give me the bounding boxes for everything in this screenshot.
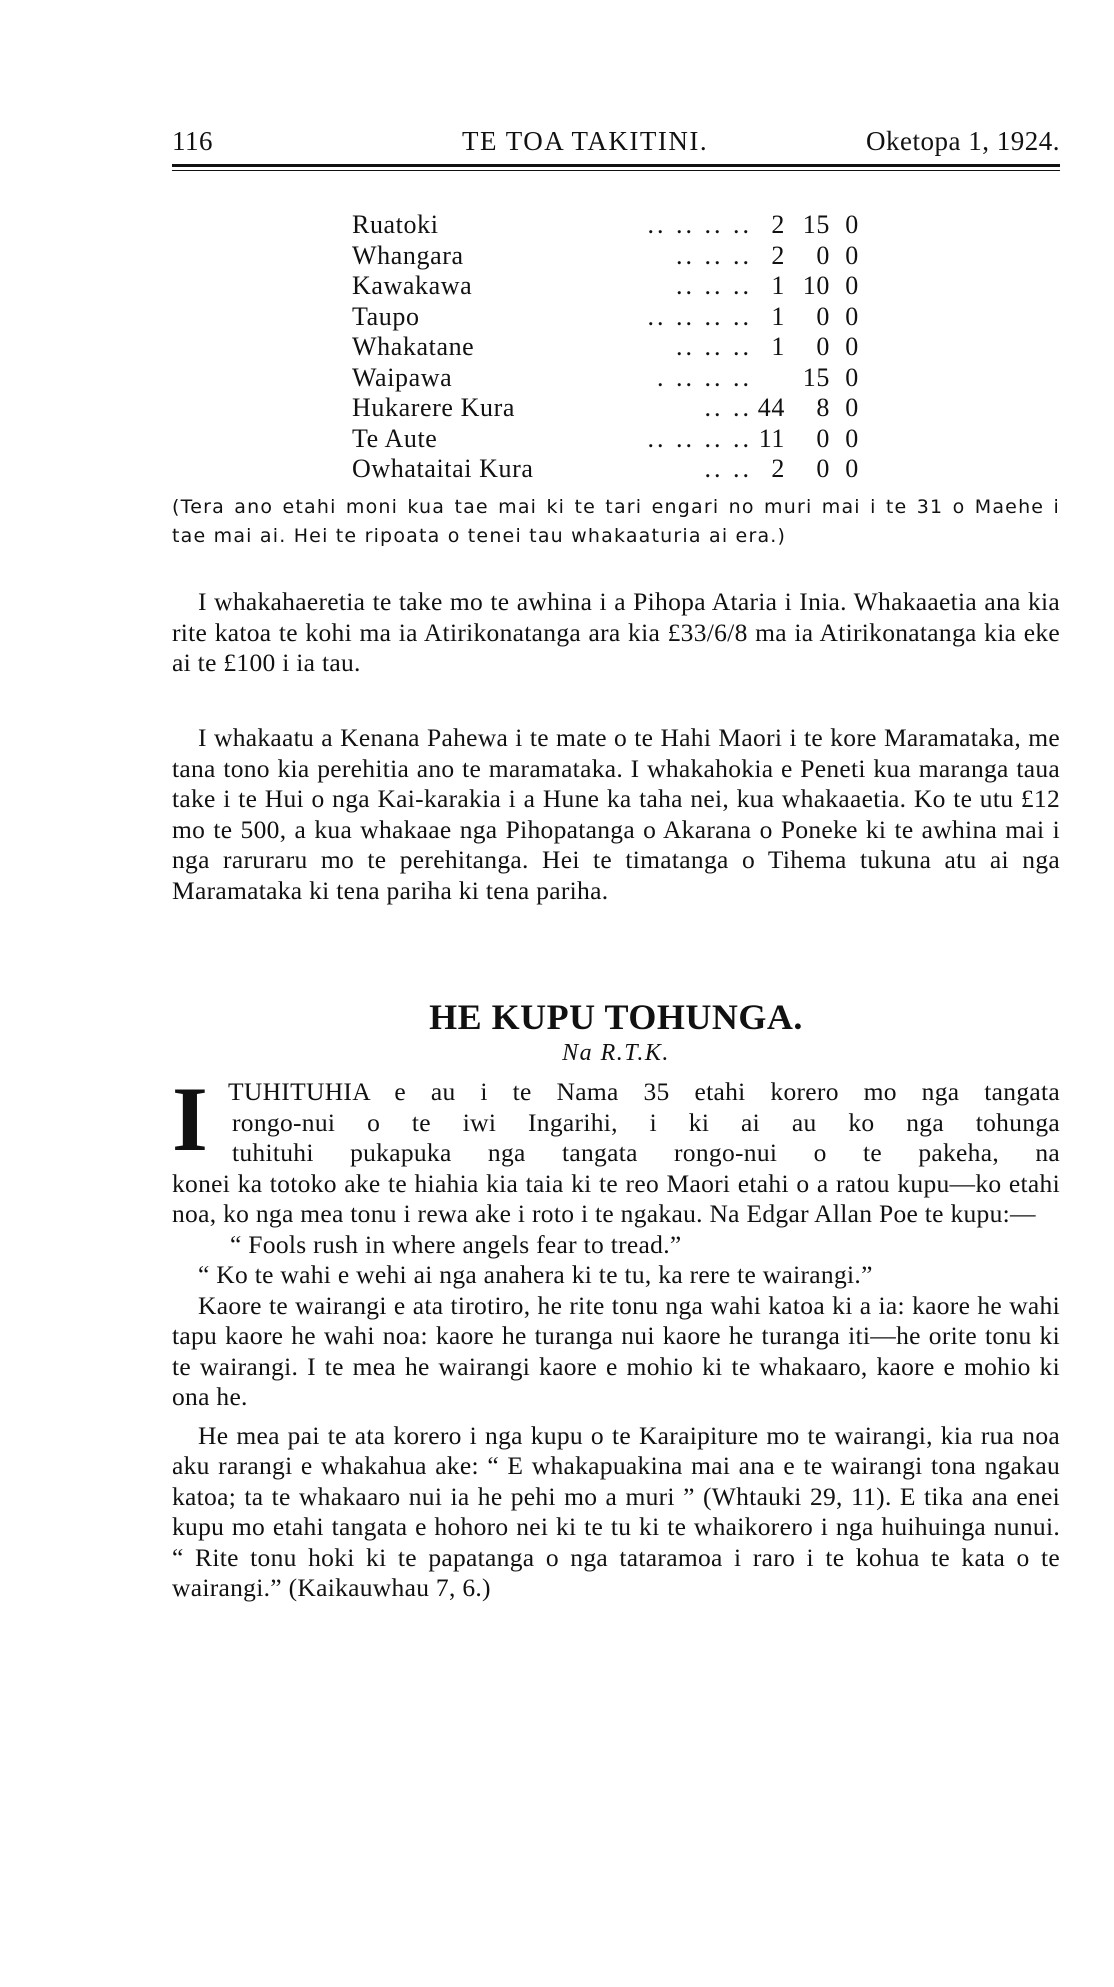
leader-dots: .. ..	[704, 454, 752, 483]
place-name: Waipawa	[352, 362, 453, 392]
table-row	[352, 362, 859, 394]
amount-pence: 0	[845, 301, 859, 331]
amount-pounds: 1	[771, 332, 785, 361]
header-rule-thick	[172, 164, 1060, 167]
quote-maori: “ Ko te wahi e wehi ai nga anahera ki te tu, ka rere te wairangi.”	[198, 1260, 873, 1289]
opening-lines	[172, 1068, 1060, 1170]
body-paragraph	[172, 723, 1060, 906]
amount-pounds: 2	[771, 454, 785, 483]
table-row	[352, 301, 859, 333]
amount-pounds: 1	[771, 271, 785, 300]
opening-line: tuhituhi pukapuka nga tangata rongo-nui o te pakeha, na	[232, 1138, 1060, 1167]
body-paragraph	[172, 587, 1060, 679]
leader-dots: . .. .. ..	[657, 362, 752, 392]
paragraph-text: I whakahaeretia te take mo te awhina i a Pihopa Ataria i Inia. Whakaaetia ana kia rite katoa te kohi ma ia Atirikonatanga ara kia £33/6/8 ma ia Atirikonatanga kia eke ai te £100 i ia tau.	[172, 587, 1060, 677]
table-row	[352, 423, 859, 455]
amount-shillings: 0	[816, 240, 830, 270]
amount-shillings: 0	[816, 454, 830, 483]
place-name: Whakatane	[352, 332, 475, 361]
amount-shillings: 15	[802, 362, 830, 392]
table-row	[352, 332, 859, 363]
amount-pounds: 11	[758, 423, 785, 453]
amount-pence: 0	[845, 271, 859, 300]
article-paragraph: He mea pai te ata korero i nga kupu o te Karaipiture mo te wairangi, kia rua noa aku rarangi e whakahua ake: “ E whakapuakina mai ana e te wairangi tona ngakau katoa; ta te whakaaro nui ia he pehi mo a muri ” (Whtauki 29, 11). E tika ana enei kupu mo etahi tangata e hohoro nei ki te tu ki te whaikorero i nga huihuinga nunui. “ Rite tonu hoki ki te papatanga o nga tataramoa i raro i te kohua te kata o te wairangi.” (Kaikauwhau 7, 6.)	[172, 1420, 1060, 1602]
place-name: Taupo	[352, 301, 420, 331]
article-byline: Na R.T.K.	[562, 1040, 670, 1066]
contributions-table	[352, 210, 859, 485]
page-number: 116	[172, 126, 213, 156]
place-name: Te Aute	[352, 423, 438, 453]
amount-pence: 0	[845, 332, 859, 361]
amount-pounds: 2	[771, 240, 785, 270]
publication-title: TE TOA TAKITINI.	[462, 126, 709, 156]
amount-pence: 0	[845, 454, 859, 483]
drop-cap: I	[172, 1068, 209, 1170]
article-paragraph: konei ka totoko ake te hiahia kia taia ki te reo Maori etahi o a ratou kupu—ko etahi noa, ko nga mea tonu i rewa ake i roto i te ngakau. Na Edgar Allan Poe te kupu:—	[172, 1168, 1060, 1228]
amount-pence: 0	[845, 393, 859, 422]
table-row	[352, 454, 859, 485]
amount-shillings: 0	[816, 301, 830, 331]
leader-dots: .. .. ..	[676, 240, 752, 270]
amount-shillings: 8	[816, 393, 830, 422]
article-heading: HE KUPU TOHUNGA.	[429, 997, 803, 1037]
opening-line: rongo-nui o te iwi Ingarihi, i ki ai au ko nga tohunga	[232, 1107, 1060, 1137]
leader-dots: .. ..	[704, 393, 752, 422]
amount-shillings: 0	[816, 332, 830, 361]
table-row	[352, 393, 859, 424]
paragraph-text: I whakaatu a Kenana Pahewa i te mate o te Hahi Maori i te kore Maramataka, me tana tono kia perehitia ano te maramataka. I whakahokia e Peneti kua maranga taua take i te Hui o nga Kai-karakia i a Hune ka taha nei, kua whakaaetia. Ko te utu £12 mo te 500, a kua whakaae nga Pihopatanga o Akarana o Poneke ki te awhina mai i nga raruraru mo te perehitanga. Hei te timatanga o Tihema tukuna atu ai nga Maramataka ki tena pariha ki tena pariha.	[172, 723, 1060, 905]
amount-pounds: 1	[771, 301, 785, 331]
leader-dots: .. .. .. ..	[647, 301, 752, 331]
page-header	[172, 126, 1060, 160]
place-name: Hukarere Kura	[352, 393, 515, 422]
article-body	[172, 1068, 1060, 1604]
table-row	[352, 271, 859, 302]
table-row	[352, 240, 859, 272]
place-name: Ruatoki	[352, 210, 439, 239]
place-name: Whangara	[352, 240, 464, 270]
leader-dots: .. .. .. ..	[647, 423, 752, 453]
amount-pence: 0	[845, 240, 859, 270]
amount-shillings: 15	[802, 210, 830, 239]
leader-dots: .. .. ..	[676, 271, 752, 300]
article-paragraph: Kaore te wairangi e ata tirotiro, he rite tonu nga wahi katoa ki a ia: kaore he wahi tapu kaore he wahi noa: kaore he turanga nui kaore he turanga iti—he orite tonu ki te wairangi. I te mea he wairangi kaore e mohio ki te whakaaro, kaore e mohio ki ona he.	[172, 1290, 1060, 1411]
opening-line: TUHITUHIA e au i te Nama 35 etahi korero mo nga tangata	[228, 1077, 1060, 1106]
contributions-note: (Tera ano etahi moni kua tae mai ki te tari engari no muri mai i te 31 o Maehe i tae mai ai. Hei te ripoata o tenei tau whakaaturia ai era.)	[172, 496, 1060, 547]
table-row	[352, 210, 859, 241]
amount-pounds: 2	[771, 210, 785, 239]
header-rule-thin	[172, 170, 1060, 171]
amount-pence: 0	[845, 210, 859, 239]
leader-dots: .. .. ..	[676, 332, 752, 361]
leader-dots: .. .. .. ..	[647, 210, 752, 239]
place-name: Kawakawa	[352, 271, 473, 300]
amount-shillings: 10	[802, 271, 830, 300]
amount-pence: 0	[845, 423, 859, 453]
issue-date: Oketopa 1, 1924.	[866, 126, 1060, 156]
quote-english: “ Fools rush in where angels fear to tread.”	[230, 1229, 682, 1259]
amount-pounds: 44	[757, 393, 785, 422]
amount-shillings: 0	[816, 423, 830, 453]
place-name: Owhataitai Kura	[352, 454, 534, 483]
amount-pence: 0	[845, 362, 859, 392]
